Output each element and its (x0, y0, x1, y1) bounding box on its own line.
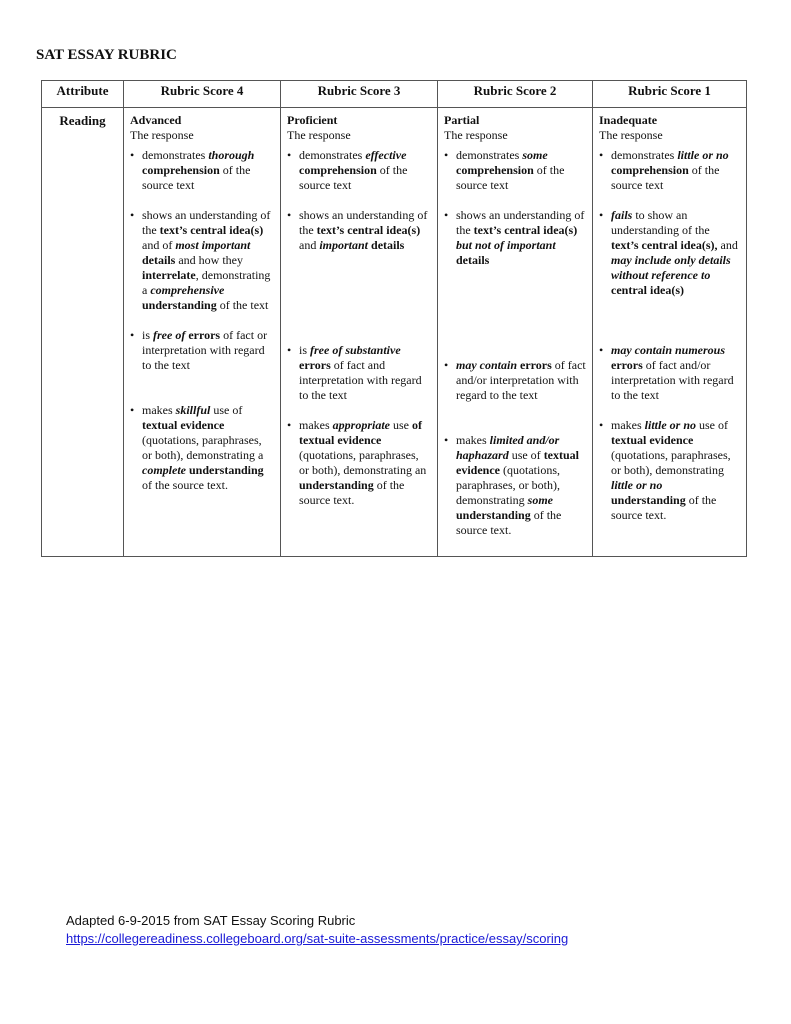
footer (66, 912, 568, 948)
criterion-text: little or no (677, 148, 729, 162)
criterion-text: demonstrates (142, 148, 209, 162)
criterion-text: of fact and interpretation with regard to the text (299, 358, 422, 402)
criterion-item (444, 208, 586, 268)
criterion-text: errors (299, 358, 331, 372)
criterion-text: text’s central idea(s) (159, 223, 264, 237)
criterion-text: of the source text (142, 163, 251, 192)
criteria-list (444, 148, 586, 538)
criterion-text: comprehension (142, 163, 220, 177)
criterion-text: demonstrates (299, 148, 366, 162)
criterion-item (599, 148, 740, 193)
criterion-text: interrelate (142, 268, 196, 282)
criterion-text: thorough (208, 148, 255, 162)
criterion-text: details (456, 253, 490, 267)
criterion-text: (quotations, paraphrases, or both), demonstrating (456, 463, 560, 507)
criterion-text: of the source text (611, 163, 720, 192)
criterion-text: of the source text. (611, 493, 717, 522)
criterion-text: may include only details without reference to (611, 253, 731, 282)
score-2-cell (438, 108, 593, 557)
criterion-item (444, 433, 586, 538)
criterion-text: comprehension (299, 163, 377, 177)
criterion-text: to show an understanding of the (611, 208, 710, 237)
criterion-text: errors (520, 358, 552, 372)
level-label: Partial (444, 113, 480, 127)
criterion-text: understanding (188, 463, 264, 477)
header-attribute: Attribute (42, 81, 124, 108)
criterion-text: of the source text. (299, 478, 405, 507)
criterion-text: details (371, 238, 405, 252)
criterion-text: (quotations, paraphrases, or both), demonstrating (611, 448, 731, 477)
criterion-text: (quotations, paraphrases, or both), demonstrating an (299, 448, 427, 477)
criterion-text: free of substantive (310, 343, 401, 357)
score-3-cell (281, 108, 438, 557)
score-1-cell (593, 108, 747, 557)
criterion-text: is (142, 328, 154, 342)
criterion-text: shows an understanding of the (456, 208, 585, 237)
criterion-item (130, 148, 274, 193)
criterion-text: details (142, 253, 176, 267)
source-link[interactable]: https://collegereadiness.collegeboard.org/sat-suite-assessments/practice/essay/scoring (66, 931, 569, 946)
criterion-text: (quotations, paraphrases, or both), demonstrating a (142, 433, 264, 462)
criterion-text: text’s central idea(s), (611, 238, 718, 252)
criterion-item (599, 208, 740, 298)
response-lead: The response (130, 128, 194, 142)
criterion-text: effective (365, 148, 407, 162)
criterion-text: little or no (611, 478, 663, 492)
criterion-item (287, 148, 431, 193)
criterion-text: use of (696, 418, 728, 432)
criterion-text: central idea(s) (611, 283, 684, 297)
criterion-text: of the source text (456, 163, 565, 192)
criteria-list (287, 148, 431, 508)
criterion-text: understanding (611, 493, 686, 507)
criterion-text: demonstrates (456, 148, 523, 162)
criterion-text: some (527, 493, 553, 507)
criterion-text: but not of important (456, 238, 556, 252)
criterion-text: and (717, 238, 738, 252)
criterion-item (130, 328, 274, 373)
criterion-text: complete (142, 463, 186, 477)
criterion-item (287, 343, 431, 403)
response-lead: The response (599, 128, 663, 142)
criterion-text: of fact or interpretation with regard to the text (142, 328, 268, 372)
header-score-2: Rubric Score 2 (438, 81, 593, 108)
criterion-text: comprehension (611, 163, 689, 177)
criterion-item (599, 343, 740, 403)
rubric-table (41, 80, 747, 557)
criterion-text: of textual evidence (299, 418, 422, 447)
criterion-item (130, 403, 274, 493)
criterion-text: of the source text. (456, 508, 562, 537)
criterion-text: use (390, 418, 412, 432)
criterion-text: errors (188, 328, 221, 342)
criterion-item (287, 208, 431, 253)
criterion-text: and of (142, 238, 176, 252)
criterion-text: most important (175, 238, 251, 252)
criterion-text: of the text (216, 298, 269, 312)
criterion-item (287, 418, 431, 508)
criterion-text: some (522, 148, 548, 162)
header-score-3: Rubric Score 3 (281, 81, 438, 108)
criterion-text: of the source text. (142, 478, 228, 492)
criterion-text: textual evidence (611, 433, 694, 447)
criterion-text: text’s central idea(s) (473, 223, 578, 237)
criterion-text: makes (142, 403, 176, 417)
criterion-item (130, 208, 274, 313)
criterion-item (444, 148, 586, 193)
level-label: Proficient (287, 113, 338, 127)
criterion-text: comprehension (456, 163, 534, 177)
criterion-text: shows an understanding of the (142, 208, 271, 237)
criterion-text: fails (611, 208, 633, 222)
criterion-text: understanding (299, 478, 374, 492)
criterion-text: errors (611, 358, 643, 372)
criterion-text: little or no (644, 418, 696, 432)
criterion-text: use of (210, 403, 243, 417)
criterion-text: important (319, 238, 369, 252)
criterion-text: , demonstrating a (142, 268, 271, 297)
criterion-text: is (299, 343, 311, 357)
criterion-text: textual evidence (456, 448, 580, 477)
criterion-text: demonstrates (611, 148, 678, 162)
table-row (42, 108, 747, 557)
criterion-item (599, 418, 740, 523)
criterion-text: shows an understanding of the (299, 208, 428, 237)
criterion-text: appropriate (332, 418, 390, 432)
criterion-text: of fact and/or interpretation with regard to the text (456, 358, 586, 402)
criterion-text: and (299, 238, 320, 252)
level-label: Inadequate (599, 113, 658, 127)
criterion-text: textual evidence (142, 418, 225, 432)
response-lead: The response (444, 128, 508, 142)
criterion-text: of fact and/or interpretation with regard to the text (611, 358, 734, 402)
criterion-text: text’s central idea(s) (316, 223, 421, 237)
page-title: SAT ESSAY RUBRIC (36, 47, 177, 63)
criterion-text: and how they (175, 253, 243, 267)
criterion-text: of the source text (299, 163, 408, 192)
criterion-text: skillful (175, 403, 211, 417)
header-score-4: Rubric Score 4 (124, 81, 281, 108)
criterion-text: limited and/or haphazard (456, 433, 560, 462)
criterion-text: makes (299, 418, 333, 432)
criteria-list (599, 148, 740, 523)
criterion-text: makes (611, 418, 645, 432)
score-4-cell (124, 108, 281, 557)
criteria-list (130, 148, 274, 493)
criterion-text: free of (153, 328, 186, 342)
criterion-text: understanding (456, 508, 531, 522)
response-lead: The response (287, 128, 351, 142)
table-header-row (42, 81, 747, 108)
header-score-1: Rubric Score 1 (593, 81, 747, 108)
level-label: Advanced (130, 113, 182, 127)
criterion-item (444, 358, 586, 403)
footer-note: Adapted 6-9-2015 from SAT Essay Scoring Rubric (66, 913, 356, 928)
criterion-text: may contain (456, 358, 518, 372)
criterion-text: use of (508, 448, 544, 462)
criterion-text: comprehensive (150, 283, 225, 297)
attribute-cell-reading: Reading (42, 108, 124, 557)
criterion-text: makes (456, 433, 490, 447)
criterion-text: understanding (142, 298, 217, 312)
criterion-text: may contain numerous (611, 343, 726, 357)
